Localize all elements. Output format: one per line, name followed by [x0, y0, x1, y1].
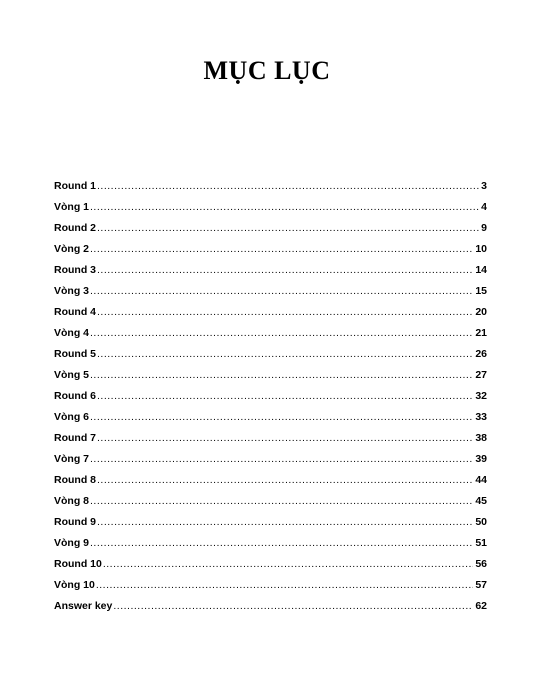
toc-entry-vong-4[interactable] — [54, 327, 487, 348]
toc-page-number: 38 — [475, 432, 487, 444]
toc-dot-leader — [90, 201, 479, 213]
toc-page-number: 57 — [475, 579, 487, 591]
toc-page-number: 3 — [481, 180, 487, 192]
table-of-contents — [54, 180, 487, 621]
toc-entry-round-10[interactable] — [54, 558, 487, 579]
toc-entry-label: Round 2 — [54, 222, 96, 234]
toc-entry-label: Round 10 — [54, 558, 102, 570]
toc-page-number: 10 — [475, 243, 487, 255]
toc-entry-label: Vòng 4 — [54, 327, 90, 339]
toc-entry-label: Vòng 6 — [54, 411, 90, 423]
toc-dot-leader — [97, 222, 479, 234]
toc-page-number: 26 — [475, 348, 487, 360]
toc-entry-round-6[interactable] — [54, 390, 487, 411]
toc-page-number: 62 — [475, 600, 487, 612]
toc-dot-leader — [90, 495, 473, 507]
toc-entry-round-7[interactable] — [54, 432, 487, 453]
toc-dot-leader — [90, 327, 473, 339]
toc-entry-label: Round 9 — [54, 516, 96, 528]
toc-dot-leader — [97, 474, 473, 486]
toc-entry-vong-5[interactable] — [54, 369, 487, 390]
toc-dot-leader — [113, 600, 473, 612]
toc-page-number: 50 — [475, 516, 487, 528]
toc-page-number: 21 — [475, 327, 487, 339]
toc-entry-label: Vòng 10 — [54, 579, 95, 591]
toc-entry-label: Vòng 3 — [54, 285, 90, 297]
toc-page-number: 45 — [475, 495, 487, 507]
toc-entry-label: Answer key — [54, 600, 113, 612]
toc-entry-label: Round 4 — [54, 306, 96, 318]
toc-page-number: 56 — [475, 558, 487, 570]
toc-entry-vong-6[interactable] — [54, 411, 487, 432]
toc-dot-leader — [90, 369, 473, 381]
toc-page-number: 20 — [475, 306, 487, 318]
toc-entry-vong-10[interactable] — [54, 579, 487, 600]
toc-dot-leader — [90, 537, 473, 549]
toc-dot-leader — [97, 516, 473, 528]
toc-page-number: 33 — [475, 411, 487, 423]
toc-entry-label: Round 6 — [54, 390, 96, 402]
toc-entry-vong-1[interactable] — [54, 201, 487, 222]
toc-entry-label: Round 5 — [54, 348, 96, 360]
toc-dot-leader — [103, 558, 473, 570]
toc-entry-round-3[interactable] — [54, 264, 487, 285]
toc-dot-leader — [97, 264, 473, 276]
toc-dot-leader — [97, 348, 473, 360]
toc-entry-label: Vòng 8 — [54, 495, 90, 507]
toc-dot-leader — [97, 306, 473, 318]
toc-entry-vong-3[interactable] — [54, 285, 487, 306]
toc-dot-leader — [90, 285, 473, 297]
toc-dot-leader — [97, 432, 473, 444]
toc-page-number: 51 — [475, 537, 487, 549]
toc-dot-leader — [90, 453, 473, 465]
toc-dot-leader — [90, 243, 473, 255]
toc-entry-vong-8[interactable] — [54, 495, 487, 516]
toc-entry-label: Vòng 1 — [54, 201, 90, 213]
toc-entry-round-2[interactable] — [54, 222, 487, 243]
toc-page-number: 4 — [481, 201, 487, 213]
toc-entry-label: Vòng 9 — [54, 537, 90, 549]
toc-entry-label: Vòng 5 — [54, 369, 90, 381]
toc-page-number: 32 — [475, 390, 487, 402]
toc-page-number: 14 — [475, 264, 487, 276]
toc-entry-vong-7[interactable] — [54, 453, 487, 474]
toc-page-number: 44 — [475, 474, 487, 486]
toc-dot-leader — [96, 579, 473, 591]
toc-entry-round-5[interactable] — [54, 348, 487, 369]
toc-dot-leader — [97, 180, 479, 192]
toc-page-number: 39 — [475, 453, 487, 465]
toc-entry-label: Round 1 — [54, 180, 96, 192]
toc-entry-label: Vòng 2 — [54, 243, 90, 255]
toc-dot-leader — [90, 411, 473, 423]
toc-entry-label: Round 8 — [54, 474, 96, 486]
toc-entry-label: Round 3 — [54, 264, 96, 276]
toc-entry-round-8[interactable] — [54, 474, 487, 495]
toc-entry-round-1[interactable] — [54, 180, 487, 201]
toc-entry-label: Vòng 7 — [54, 453, 90, 465]
toc-entry-vong-2[interactable] — [54, 243, 487, 264]
toc-entry-label: Round 7 — [54, 432, 96, 444]
toc-page-number: 27 — [475, 369, 487, 381]
page-title: MỤC LỤC — [203, 56, 331, 85]
toc-entry-answer-key[interactable] — [54, 600, 487, 621]
toc-entry-vong-9[interactable] — [54, 537, 487, 558]
toc-entry-round-4[interactable] — [54, 306, 487, 327]
toc-entry-round-9[interactable] — [54, 516, 487, 537]
toc-page-number: 15 — [475, 285, 487, 297]
toc-dot-leader — [97, 390, 473, 402]
toc-page-number: 9 — [481, 222, 487, 234]
